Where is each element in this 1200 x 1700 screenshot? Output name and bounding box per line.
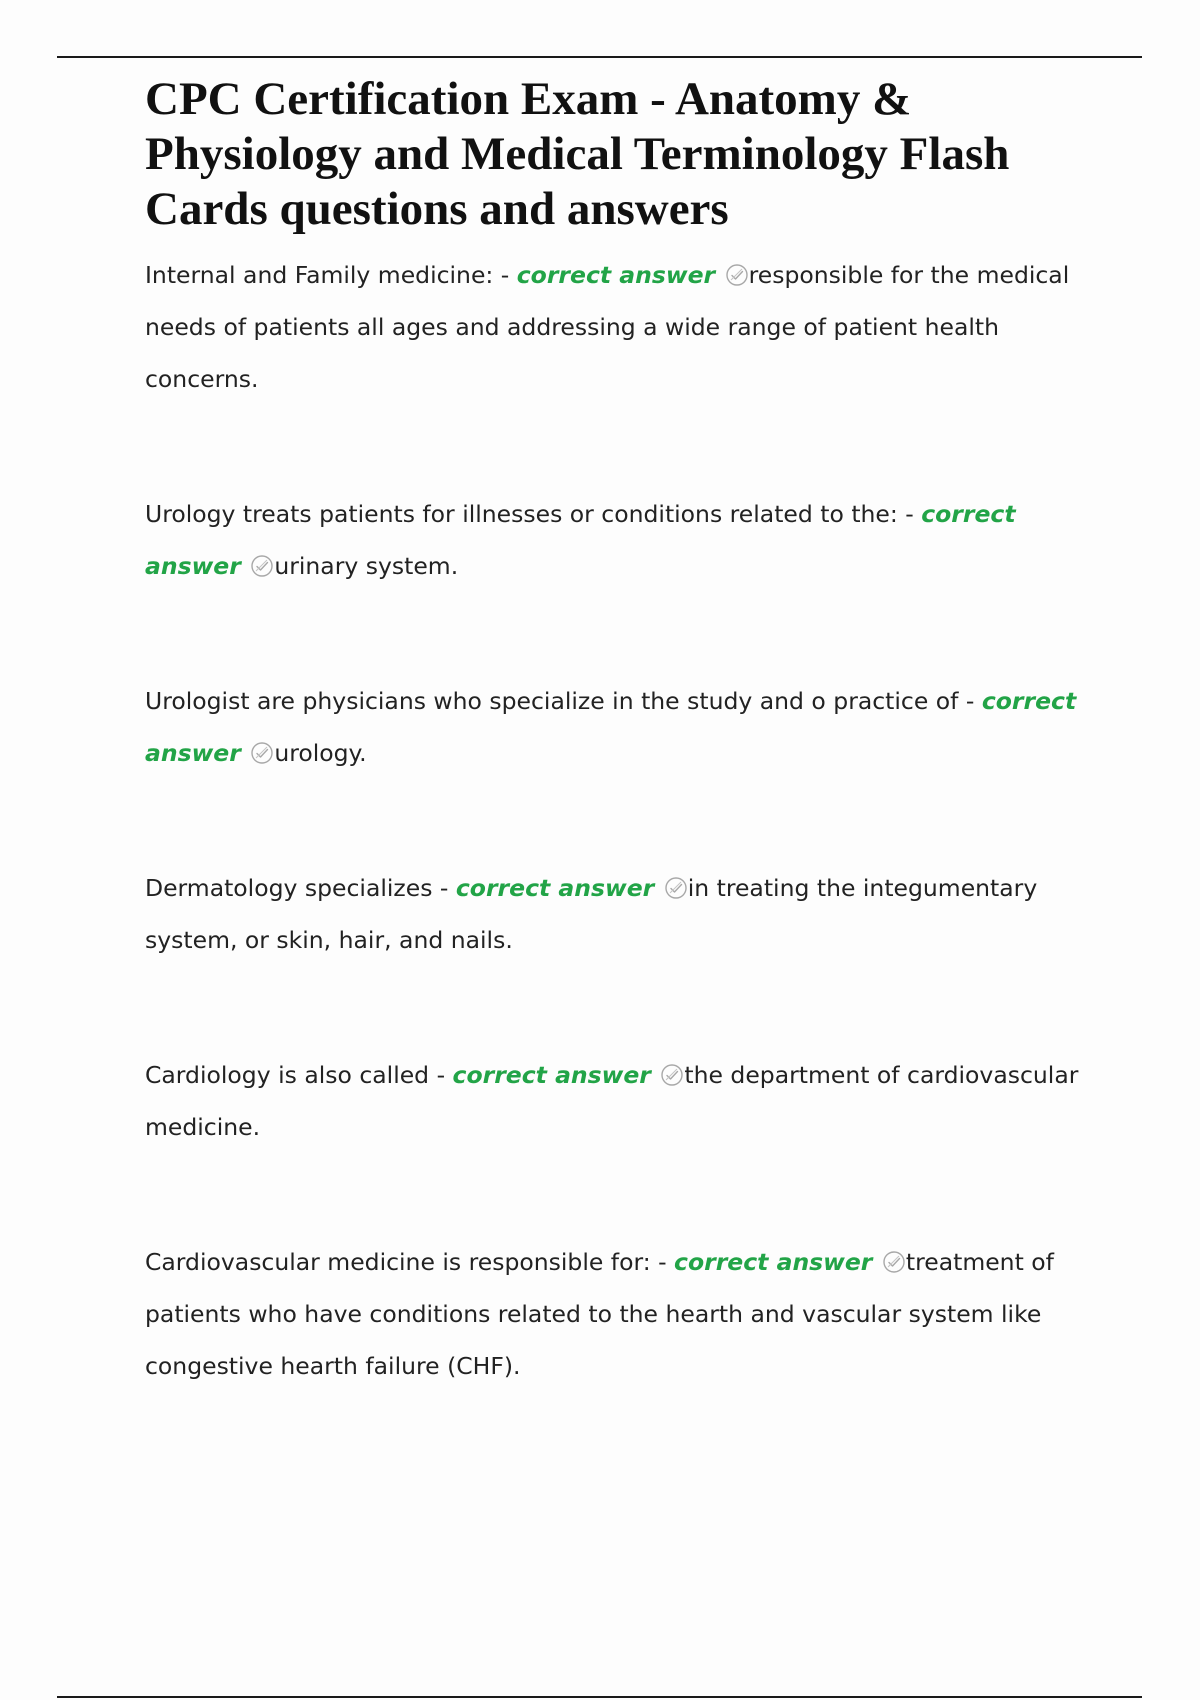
separator: - bbox=[958, 687, 982, 715]
question-text: Urology treats patients for illnesses or conditions related to the: bbox=[145, 500, 898, 528]
separator: - bbox=[897, 500, 922, 528]
qa-item bbox=[145, 675, 1105, 779]
separator: - bbox=[493, 261, 517, 289]
separator: - bbox=[429, 1061, 453, 1089]
top-divider bbox=[57, 56, 1142, 58]
document-title: CPC Certification Exam - Anatomy & Physiology and Medical Terminology Flash Cards questions and answers bbox=[145, 73, 1010, 235]
check-circle-icon bbox=[664, 876, 688, 900]
bottom-divider bbox=[57, 1696, 1142, 1698]
separator: - bbox=[432, 874, 456, 902]
answer-text: responsible for the medical needs of patients all ages and addressing a wide range of patient health concerns. bbox=[145, 261, 1070, 393]
answer-text: in treating the integumentary system, or skin, hair, and nails. bbox=[145, 874, 1038, 954]
correct-answer-label: correct answer bbox=[455, 874, 655, 902]
answer-text: urinary system. bbox=[274, 552, 459, 580]
question-text: Urologist are physicians who specialize in the study and o practice of bbox=[145, 687, 959, 715]
correct-answer-label: correct answer bbox=[452, 1061, 651, 1089]
qa-item bbox=[145, 249, 1105, 405]
check-circle-icon bbox=[725, 263, 749, 287]
check-circle-icon bbox=[660, 1063, 684, 1087]
correct-answer-label: correct answer bbox=[145, 687, 1077, 767]
qa-item bbox=[145, 1236, 1105, 1392]
check-circle-icon bbox=[250, 554, 274, 578]
answer-text: the department of cardiovascular medicine. bbox=[145, 1061, 1079, 1141]
question-text: Cardiology is also called bbox=[145, 1061, 430, 1089]
qa-list bbox=[145, 249, 1105, 1392]
answer-text: urology. bbox=[274, 739, 367, 767]
correct-answer-label: correct answer bbox=[145, 500, 1016, 580]
correct-answer-label: correct answer bbox=[516, 261, 716, 289]
question-text: Dermatology specializes bbox=[145, 874, 433, 902]
correct-answer-label: correct answer bbox=[674, 1248, 873, 1276]
qa-item bbox=[145, 862, 1105, 966]
check-circle-icon bbox=[250, 741, 274, 765]
question-text: Internal and Family medicine: bbox=[145, 261, 494, 289]
document-page bbox=[145, 72, 1105, 1392]
separator: - bbox=[650, 1248, 675, 1276]
check-circle-icon bbox=[882, 1250, 906, 1274]
answer-text: treatment of patients who have conditions related to the hearth and vascular system like congestive hearth failure (CHF). bbox=[145, 1248, 1054, 1380]
question-text: Cardiovascular medicine is responsible for: bbox=[145, 1248, 651, 1276]
qa-item bbox=[145, 1049, 1105, 1153]
qa-item bbox=[145, 488, 1105, 592]
